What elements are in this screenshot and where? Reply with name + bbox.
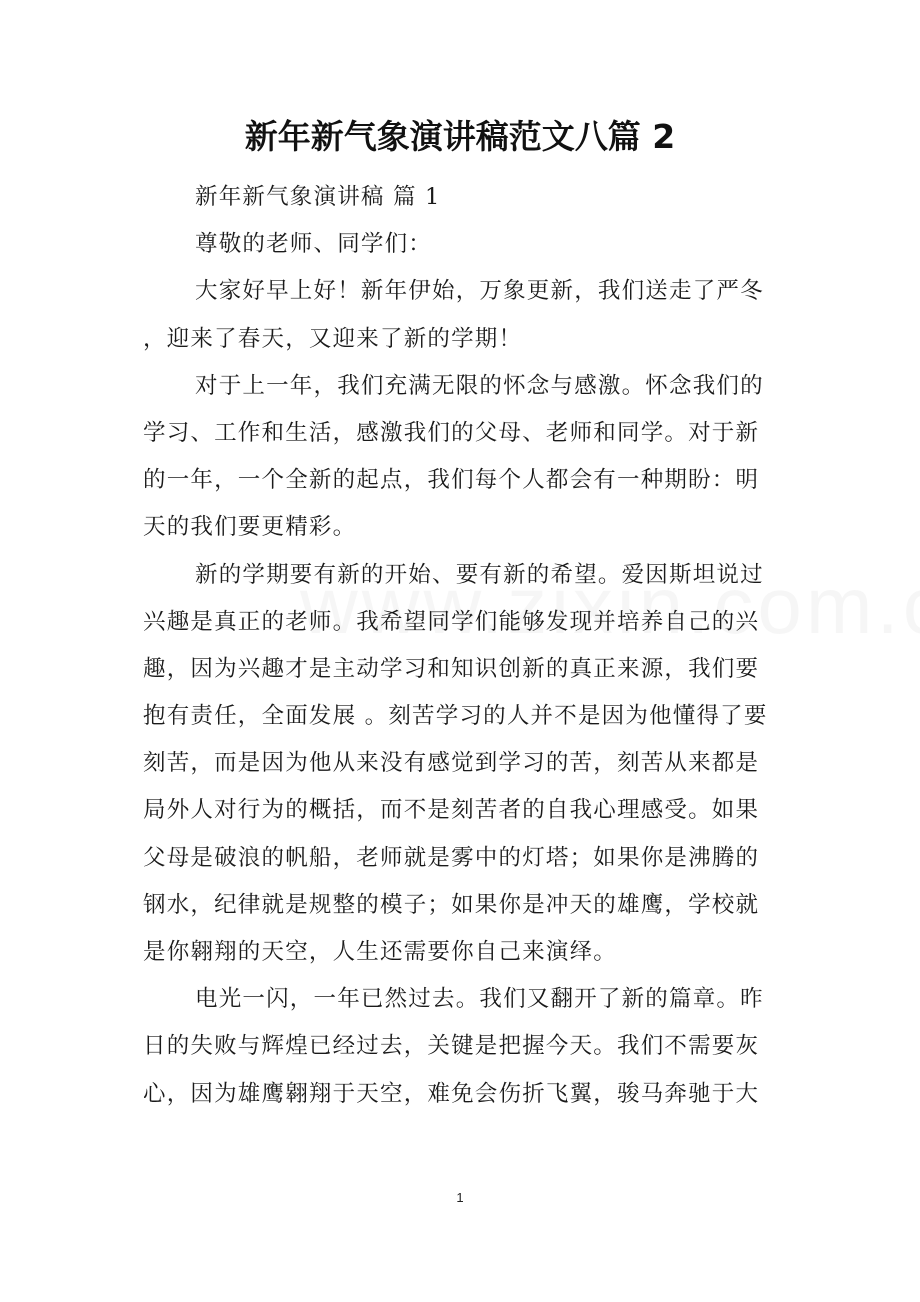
text-line: 是你翱翔的天空，人生还需要你自己来演绎。 <box>143 939 618 965</box>
text-line: 新年新气象演讲稿 篇 1 <box>195 184 441 210</box>
text-line: 的一年，一个全新的起点，我们每个人都会有一种期盼：明 <box>143 467 760 494</box>
text-line: 日的失败与辉煌已经过去，关键是把握今天。我们不需要灰 <box>143 1033 760 1060</box>
text-line: 对于上一年，我们充满无限的怀念与感激。怀念我们的 <box>195 372 764 399</box>
text-line: 趣，因为兴趣才是主动学习和知识创新的真正来源，我们要 <box>143 655 760 682</box>
text-line: 抱有责任，全面发展 。刻苦学习的人并不是因为他懂得了要 <box>143 703 768 730</box>
text-line: 学习、工作和生活，感激我们的父母、老师和同学。对于新 <box>143 419 760 446</box>
text-line: 天的我们要更精彩。 <box>143 514 357 541</box>
text-line: ，迎来了春天，又迎来了新的学期！ <box>143 325 523 352</box>
text-line: 局外人对行为的概括，而不是刻苦者的自我心理感受。如果 <box>143 797 760 824</box>
text-line: 大家好早上好！新年伊始，万象更新，我们送走了严冬 <box>195 278 764 305</box>
text-line: 兴趣是真正的老师。我希望同学们能够发现并培养自己的兴 <box>143 608 760 635</box>
text-line: 父母是破浪的帆船，老师就是雾中的灯塔；如果你是沸腾的 <box>143 844 760 871</box>
page-number: 1 <box>456 1190 464 1205</box>
document-body <box>143 174 783 1118</box>
text-line: 尊敬的老师、同学们： <box>195 231 433 258</box>
text-line: 心，因为雄鹰翱翔于天空，难免会伤折飞翼，骏马奔驰于大 <box>143 1080 760 1107</box>
text-line: 新的学期要有新的开始、要有新的希望。爱因斯坦说过 <box>195 561 764 588</box>
text-line: 电光一闪，一年已然过去。我们又翻开了新的篇章。昨 <box>195 986 764 1013</box>
text-line: 钢水，纪律就是规整的模子；如果你是冲天的雄鹰，学校就 <box>143 891 760 918</box>
text-line: 刻苦，而是因为他从来没有感觉到学习的苦，刻苦从来都是 <box>143 750 760 777</box>
document-title: 新年新气象演讲稿范文八篇 2 <box>244 117 676 156</box>
